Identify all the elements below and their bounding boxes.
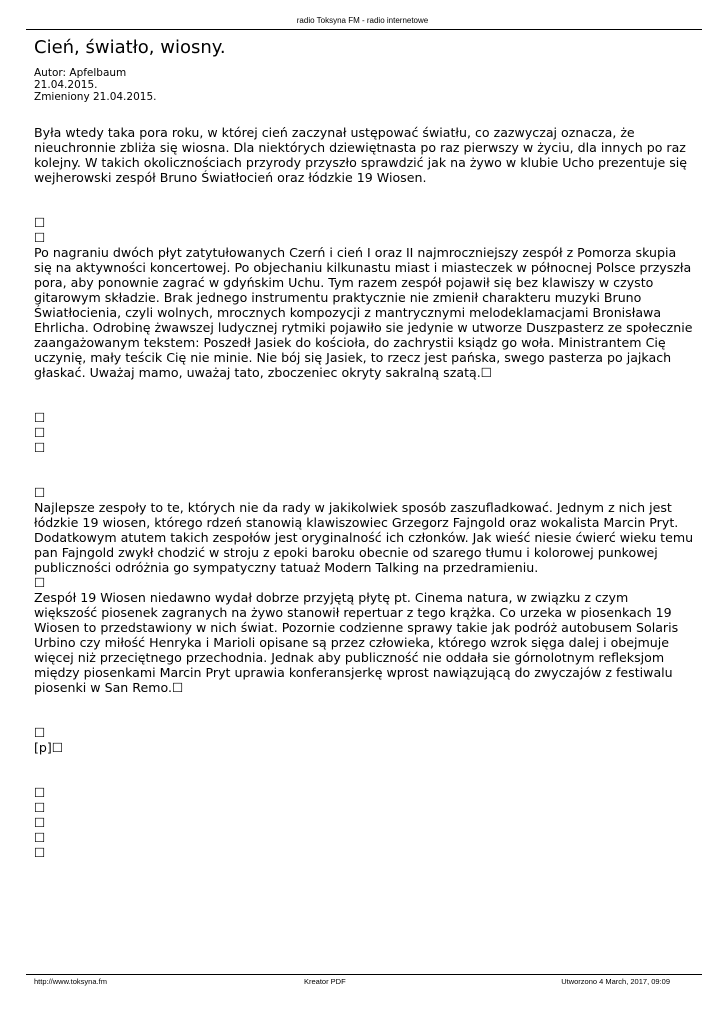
placeholder-box: ☐ (34, 845, 46, 860)
placeholder-box: ☐ (34, 410, 46, 425)
placeholder-box: ☐ (34, 575, 46, 590)
header-divider (26, 29, 702, 30)
paragraph-4 (34, 590, 694, 695)
placeholder-box: ☐ (34, 440, 46, 455)
article-body (34, 125, 694, 860)
placeholder-box: ☐ (34, 785, 46, 800)
paragraph-4-text: Zespół 19 Wiosen niedawno wydał dobrze przyjętą płytę pt. Cinema natura, w związku z czym większość piosenek zagranych na żywo stanowił repertuar z tego krążka. Co urzeka w piosenkach 19 Wiosen to przedstawiony w nich świat. Pozornie codzienne sprawy takie jak podróż autobusem Solaris Urbino czy miłość Henryka i Marioli opisane są przez człowieka, którego wzrok sięga dalej i obejmuje więcej niż przeciętnego przechodnia. Jednak aby publiczność nie oddała sie górnolotnym refleksjom między piosenkami Marcin Pryt uprawia konferansjerkę wprost nawiązującą do zwyczajów z festiwalu piosenki w San Remo. (34, 590, 679, 695)
footer-generator: Kreator PDF (304, 977, 346, 986)
placeholder-box: ☐ (34, 215, 46, 230)
modified-date: Zmieniony 21.04.2015. (34, 91, 157, 103)
article-meta (34, 67, 156, 103)
placeholder-box: ☐ (34, 425, 46, 440)
placeholder-box: ☐ (34, 725, 46, 740)
footer-divider (26, 974, 702, 975)
footer-created-date: Utworzono 4 March, 2017, 09:09 (561, 977, 670, 986)
p-tag-placeholder: [p]☐ (34, 740, 64, 755)
article-title: Cień, światło, wiosny. (34, 37, 226, 58)
publish-date: 21.04.2015. (34, 79, 98, 91)
paragraph-2-text: Po nagraniu dwóch płyt zatytułowanych Czerń i cień I oraz II najmroczniejszy zespół z Pomorza skupia się na aktywności koncertowej. Po objechaniu kilkunastu miast i miasteczek w północnej Polsce przyszła pora, aby ponownie zagrać w gdyńskim Uchu. Tym razem zespół pojawił się bez klawiszy w czysto gitarowym składzie. Brak jednego instrumentu praktycznie nie zmienił charakteru muzyki Bruno Światłocienia, czyli wolnych, mrocznych kompozycji z mantrycznymi melodeklamacjami Bronisława Ehrlicha. Odrobinę żwawszej ludycznej rytmiki pojawiło sie jedynie w utworze Duszpasterz ze społecznie zaangażowanym tekstem: Poszedł Jasiek do kościoła, do zachrystii ksiądz go woła. Ministrantem Cię uczynię, mały teścik Cię nie minie. Nie bój się Jasiek, to rzecz jest pańska, swego pasterza po jajkach głaskać. Uważaj mamo, uważaj tato, zboczeniec okryty sakralną szatą. (34, 245, 693, 380)
placeholder-box: ☐ (34, 800, 46, 815)
paragraph-3: Najlepsze zespoły to te, których nie da rady w jakikolwiek sposób zaszufladkować. Jednym z nich jest łódzkie 19 wiosen, którego rdzeń stanowią klawiszowiec Grzegorz Fajngold oraz wokalista Marcin Pryt. Dodatkowym atutem takich zespołów jest oryginalność ich członków. Jak wieść niesie ćwierć wieku temu pan Fajngold zwykł chodzić w stroju z epoki baroku obecnie od szarego tłumu i kolorowej punkowej publiczności odróżnia go sympatyczny tatuaż Modern Talking na przedramieniu. (34, 500, 694, 575)
placeholder-box: ☐ (171, 680, 184, 695)
paragraph-1: Była wtedy taka pora roku, w której cień zaczynał ustępować światłu, co zazwyczaj oznacza, że nieuchronnie zbliża się wiosna. Dla niektórych dziewiętnasta po raz pierwszy w życiu, dla innych po raz kolejny. W takich okolicznościach przyrody przyszło sprawdzić jak na żywo w klubie Ucho prezentuje się wejherowski zespół Bruno Światłocień oraz łódzkie 19 Wiosen. (34, 125, 688, 185)
author-line: Autor: Apfelbaum (34, 67, 127, 79)
placeholder-box: ☐ (34, 815, 46, 830)
footer-url[interactable]: http://www.toksyna.fm (34, 977, 107, 986)
site-header-title: radio Toksyna FM - radio internetowe (296, 16, 429, 25)
placeholder-box: ☐ (480, 365, 493, 380)
paragraph-2 (34, 245, 694, 380)
placeholder-box: ☐ (34, 485, 46, 500)
placeholder-box: ☐ (34, 830, 46, 845)
placeholder-box: ☐ (34, 230, 46, 245)
